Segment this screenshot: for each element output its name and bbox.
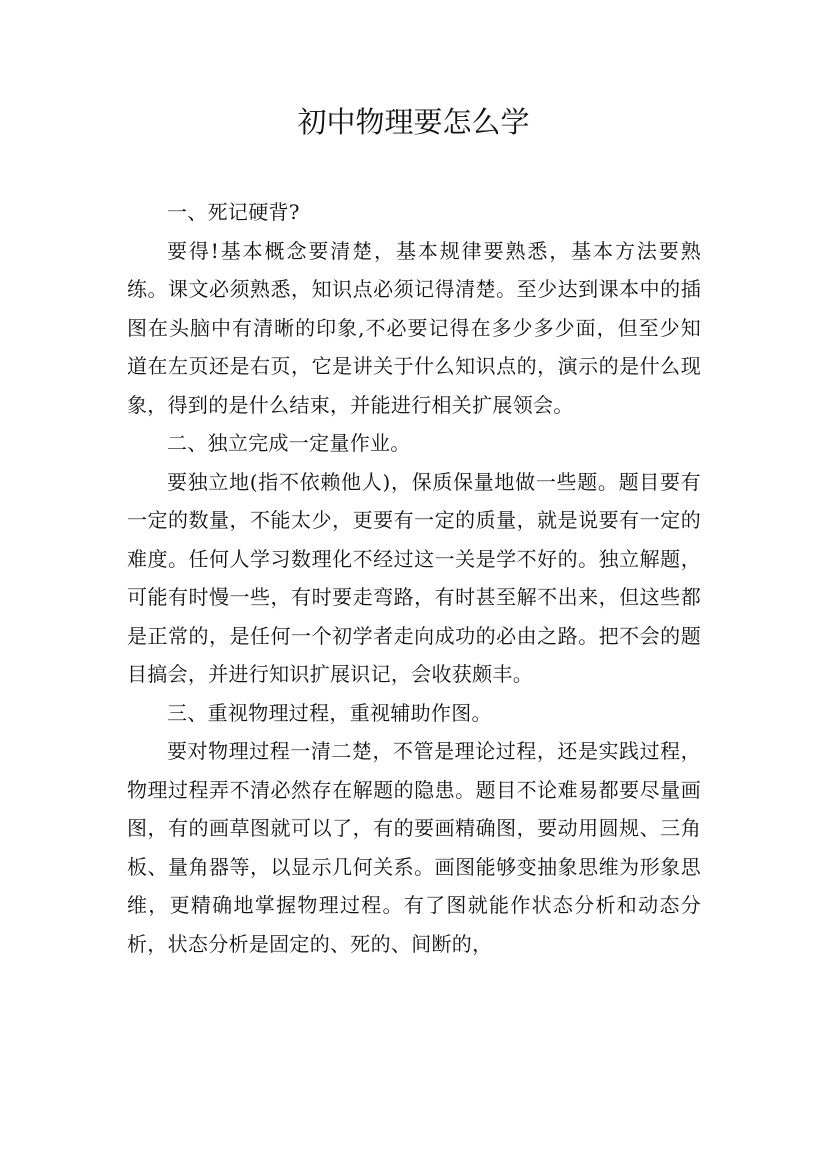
heading-paragraph-2: 二、独立完成一定量作业。 [167, 431, 411, 455]
heading-paragraph-1: 一、死记硬背? [167, 200, 300, 224]
body-paragraph-2: 要独立地(指不依赖他人)，保质保量地做一些题。题目要有一定的数量，不能太少，更要有一定的质量，就是说要有一定的难度。任何人学习数理化不经过这一关是学不好的。独立解题，可能有时慢一些，有时要走弯路，有时甚至解不出来，但这些都是正常的，是任何一个初学者走向成功的必由之路。把不会的题目搞会，并进行知识扩展识记，会收获颇丰。 [127, 469, 701, 686]
document-body [127, 193, 701, 963]
document-title: 初中物理要怎么学 [297, 105, 530, 139]
body-paragraph-1: 要得!基本概念要清楚，基本规律要熟悉，基本方法要熟练。课文必须熟悉，知识点必须记得清楚。至少达到课本中的插图在头脑中有清晰的印象,不必要记得在多少多少面，但至少知道在左页还是右页，它是讲关于什么知识点的，演示的是什么现象，得到的是什么结束，并能进行相关扩展领会。 [127, 238, 701, 417]
heading-paragraph-3: 三、重视物理过程，重视辅助作图。 [167, 700, 492, 725]
body-paragraph-3: 要对物理过程一清二楚，不管是理论过程，还是实践过程，物理过程弄不清必然存在解题的隐患。题目不论难易都要尽量画图，有的画草图就可以了，有的要画精确图，要动用圆规、三角板、量角器等，以显示几何关系。画图能够变抽象思维为形象思维，更精确地掌握物理过程。有了图就能作状态分析和动态分析，状态分析是固定的、死的、间断的， [127, 739, 701, 956]
